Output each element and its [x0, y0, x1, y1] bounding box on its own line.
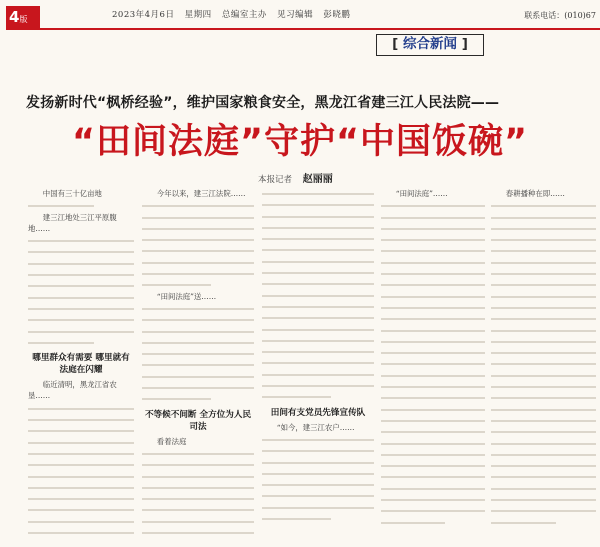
body-text-line — [28, 235, 134, 246]
body-text-line — [262, 199, 374, 210]
body-text-line — [262, 434, 374, 445]
body-text-line — [262, 369, 374, 380]
body-text-line — [381, 257, 485, 268]
body-text-line — [491, 302, 596, 313]
body-text-line — [262, 513, 374, 524]
byline-label: 本报记者 — [258, 175, 293, 185]
body-text-line — [142, 223, 254, 234]
body-text-line — [491, 313, 596, 324]
body-text-line — [381, 426, 485, 437]
paragraph: 今年以来，建三江法院…… — [156, 189, 246, 198]
date-line — [112, 8, 357, 20]
body-text-line — [142, 348, 254, 359]
paragraph: 看着法庭 — [156, 436, 187, 446]
body-text-line — [262, 468, 374, 479]
body-text-line — [381, 460, 485, 471]
editor-name: 彭晓鹏 — [323, 10, 351, 20]
body-text-line — [262, 188, 374, 199]
page-number: 4 — [9, 8, 20, 26]
body-text-line — [28, 493, 134, 504]
body-text-line — [381, 471, 485, 482]
body-text-line — [491, 268, 596, 279]
body-text-line — [491, 517, 596, 528]
body-text-line — [381, 200, 485, 211]
body-text-line — [491, 347, 596, 358]
body-text-line — [262, 233, 374, 244]
body-text-line — [381, 302, 485, 313]
paragraph: “田间法庭”…… — [395, 189, 448, 198]
body-text-line — [491, 415, 596, 426]
body-text-line — [262, 457, 374, 468]
body-text-line — [491, 505, 596, 516]
body-text-line — [142, 493, 254, 504]
body-text-line — [262, 211, 374, 222]
body-text-line — [28, 337, 134, 348]
body-text-line — [142, 200, 254, 211]
body-text-line — [28, 314, 134, 325]
masthead-rule — [6, 28, 600, 30]
body-text-line — [28, 448, 134, 459]
text-column-2 — [142, 188, 254, 540]
body-text-line — [491, 438, 596, 449]
body-text-line — [381, 325, 485, 336]
body-text-line — [262, 445, 374, 456]
body-text-line — [491, 212, 596, 223]
subhead-2: 不等候不间断 全方位为人民司法 — [144, 409, 252, 432]
body-text-line — [491, 392, 596, 403]
article-headline: “田间法庭”守护“中国饭碗” — [71, 122, 528, 162]
body-text-line — [381, 245, 485, 256]
body-text-line — [491, 200, 596, 211]
body-text-line — [381, 268, 485, 279]
body-text-line — [491, 370, 596, 381]
body-text-line — [142, 527, 254, 538]
masthead — [0, 0, 600, 34]
body-text-line — [491, 494, 596, 505]
body-text-line — [381, 449, 485, 460]
body-text-line — [491, 257, 596, 268]
body-text-line — [142, 326, 254, 337]
body-text-line — [28, 437, 134, 448]
body-text-line — [262, 380, 374, 391]
body-text-line — [262, 244, 374, 255]
body-text-line — [262, 222, 374, 233]
byline — [258, 170, 333, 185]
body-text-line — [262, 290, 374, 301]
issue-date: 2023年4月6日 — [112, 10, 175, 20]
body-text-line — [381, 370, 485, 381]
body-text-line — [381, 494, 485, 505]
body-text-line — [381, 234, 485, 245]
subhead-1: 哪里群众有需要 哪里就有法庭在闪耀 — [32, 353, 130, 376]
paragraph: 春耕播种在即…… — [505, 189, 565, 198]
body-text-line — [381, 438, 485, 449]
body-text-line — [491, 245, 596, 256]
body-text-line — [142, 279, 254, 290]
article-kicker: 发扬新时代“枫桥经验”，维护国家粮食安全，黑龙江省建三江人民法院—— — [26, 95, 500, 111]
body-text-line — [28, 292, 134, 303]
body-text-line — [262, 324, 374, 335]
page-editor: 总编室主办 — [221, 10, 267, 20]
body-text-line — [381, 291, 485, 302]
byline-name: 赵丽丽 — [302, 174, 333, 185]
body-text-line — [491, 483, 596, 494]
body-text-line — [262, 479, 374, 490]
paragraph: “田间法庭”送…… — [156, 291, 217, 301]
body-text-line — [262, 267, 374, 278]
body-text-line — [28, 538, 134, 540]
section-bracket-close: ] — [461, 36, 468, 52]
body-text-line — [491, 291, 596, 302]
body-text-line — [28, 326, 134, 337]
issue-weekday: 星期四 — [184, 10, 212, 20]
body-text-line — [262, 391, 374, 402]
body-text-line — [381, 517, 485, 528]
section-title: 综合新闻 — [403, 36, 457, 52]
body-text-line — [28, 414, 134, 425]
body-text-line — [381, 404, 485, 415]
paragraph: “如今，建三江农户…… — [276, 422, 355, 432]
body-text-line — [381, 313, 485, 324]
body-text-line — [491, 381, 596, 392]
body-text-line — [28, 471, 134, 482]
body-text-line — [491, 234, 596, 245]
body-text-line — [142, 212, 254, 223]
body-text-line — [142, 471, 254, 482]
body-text-line — [381, 483, 485, 494]
body-text-line — [381, 358, 485, 369]
body-text-line — [491, 460, 596, 471]
body-text-line — [491, 336, 596, 347]
contact-phone: 联系电话：(010)67 — [524, 11, 596, 20]
paragraph: 临近清明，黑龙江省农垦…… — [28, 380, 117, 401]
body-text-line — [142, 393, 254, 404]
body-text-line — [28, 258, 134, 269]
body-text-line — [262, 335, 374, 346]
body-text-line — [28, 482, 134, 493]
body-text-line — [491, 325, 596, 336]
text-column-4 — [381, 188, 485, 540]
body-text-line — [381, 279, 485, 290]
body-text-line — [142, 359, 254, 370]
body-text-line — [28, 280, 134, 291]
body-text-line — [142, 337, 254, 348]
body-text-line — [142, 382, 254, 393]
body-text-line — [28, 504, 134, 515]
subhead-3: 田间有支党员先锋宣传队 — [270, 407, 366, 418]
body-text-line — [262, 490, 374, 501]
body-text-line — [142, 448, 254, 459]
body-text-line — [491, 358, 596, 369]
body-text-line — [262, 312, 374, 323]
body-text-line — [381, 336, 485, 347]
body-text-line — [491, 279, 596, 290]
body-text-line — [142, 303, 254, 314]
body-text-line — [28, 527, 134, 538]
body-text-line — [28, 403, 134, 414]
text-column-5 — [491, 188, 596, 540]
page-number-badge — [6, 6, 40, 28]
body-text-line — [28, 246, 134, 257]
body-text-line — [142, 482, 254, 493]
body-text-line — [491, 449, 596, 460]
body-text-line — [262, 357, 374, 368]
body-text-line — [381, 392, 485, 403]
body-text-line — [142, 257, 254, 268]
body-text-line — [28, 269, 134, 280]
body-text-line — [381, 415, 485, 426]
body-text-line — [381, 381, 485, 392]
text-column-3 — [262, 188, 374, 540]
body-text-line — [142, 234, 254, 245]
paragraph: 中国有三十亿亩地 — [42, 189, 102, 198]
body-text-line — [142, 459, 254, 470]
body-text-line — [142, 314, 254, 325]
body-text-line — [142, 268, 254, 279]
body-text-line — [142, 504, 254, 515]
paragraph: 建三江地处三江平原腹地…… — [28, 212, 117, 233]
section-bracket-open: [ — [392, 36, 399, 52]
body-text-line — [491, 426, 596, 437]
text-column-1 — [28, 188, 134, 540]
body-text-line — [262, 346, 374, 357]
body-text-line — [381, 347, 485, 358]
body-text-line — [262, 256, 374, 267]
body-text-line — [262, 301, 374, 312]
body-text-line — [381, 505, 485, 516]
body-text-line — [491, 223, 596, 234]
body-text-line — [262, 502, 374, 513]
proofreader-label: 见习编辑 — [277, 10, 314, 20]
body-text-line — [381, 223, 485, 234]
body-text-line — [381, 212, 485, 223]
body-text-line — [28, 303, 134, 314]
body-text-line — [142, 538, 254, 540]
body-text-line — [491, 404, 596, 415]
body-text-line — [142, 371, 254, 382]
body-text-line — [28, 200, 134, 211]
body-text-line — [142, 516, 254, 527]
body-text-line — [28, 425, 134, 436]
body-text-line — [491, 471, 596, 482]
page-suffix: 版 — [19, 15, 28, 24]
body-text-line — [142, 245, 254, 256]
body-text-line — [28, 459, 134, 470]
body-text-line — [262, 278, 374, 289]
body-text-line — [28, 516, 134, 527]
section-banner — [376, 34, 484, 56]
